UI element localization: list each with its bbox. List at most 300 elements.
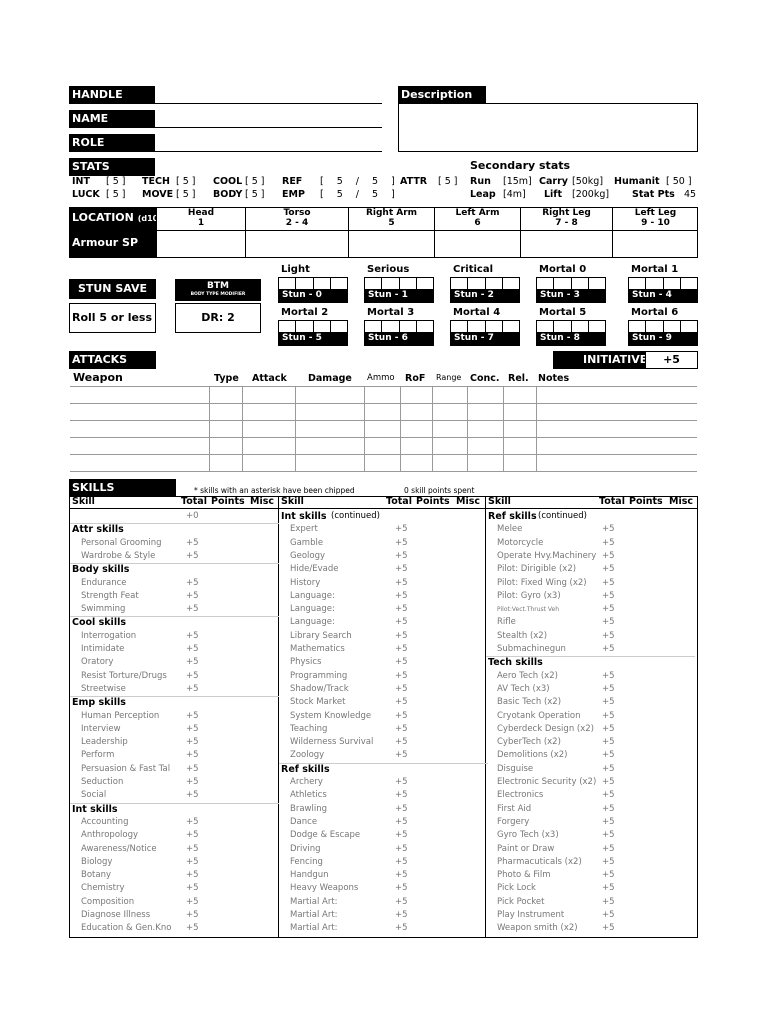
skill-row[interactable] (70, 656, 279, 669)
emp-label: EMP (282, 189, 305, 200)
skill-name: Stealth (x2) (497, 630, 548, 641)
skill-total: +5 (602, 777, 615, 787)
skill-row[interactable] (279, 803, 488, 816)
skills-col-skill: Skill (281, 496, 304, 507)
skill-total: +5 (395, 856, 408, 867)
skill-total: +5 (602, 763, 615, 774)
skill-total: +5 (186, 923, 199, 934)
wound-label-mortal-4: Mortal 4 (453, 307, 501, 318)
skill-total: +5 (395, 657, 408, 668)
skill-category-label: Cool skills (72, 617, 126, 629)
skill-row[interactable] (279, 869, 488, 882)
skill-name: Gyro Tech (x3) (497, 830, 559, 841)
stun-label: Stun - 3 (537, 289, 605, 302)
move-value[interactable]: [ 5 ] (176, 189, 196, 200)
location-right-arm-roll: 5 (388, 218, 395, 228)
skill-total: +5 (186, 657, 199, 668)
skill-name: Heavy Weapons (290, 883, 359, 894)
skill-row[interactable] (486, 630, 695, 643)
skill-row[interactable] (70, 683, 279, 696)
skill-row[interactable] (486, 710, 695, 723)
skill-name: Martial Art: (290, 923, 338, 934)
location-torso-roll: 2 - 4 (285, 218, 309, 228)
skill-row[interactable] (486, 590, 695, 603)
skill-row[interactable] (279, 523, 488, 536)
skill-row[interactable] (70, 909, 279, 922)
skill-row[interactable] (70, 710, 279, 723)
skill-row[interactable] (279, 683, 488, 696)
armour-sp-head[interactable] (157, 231, 244, 257)
skill-row[interactable] (70, 856, 279, 869)
skill-row[interactable] (279, 882, 488, 895)
skill-total: +5 (395, 604, 408, 615)
skill-name: Aero Tech (x2) (497, 670, 558, 681)
chipped-note: * skills with an asterisk have been chipped (194, 486, 355, 495)
wound-label-mortal-6: Mortal 6 (631, 307, 679, 318)
skill-row[interactable] (486, 856, 695, 869)
skill-section-divider (70, 696, 279, 697)
int-value[interactable]: [ 5 ] (106, 176, 126, 187)
armour-sp-left-leg[interactable] (613, 231, 697, 257)
skills-col-points: Points (629, 496, 663, 507)
skill-total: +5 (395, 790, 408, 801)
skill-row[interactable] (279, 616, 488, 629)
wound-track-mortal-1[interactable] (628, 277, 698, 303)
location-right-leg-name: Right Leg (542, 208, 591, 218)
skill-row[interactable] (486, 683, 695, 696)
skill-row[interactable] (70, 882, 279, 895)
skill-name: Basic Tech (x2) (497, 697, 562, 708)
skill-total: +5 (602, 524, 615, 535)
skill-name: Motorcycle (497, 537, 544, 548)
skill-total: +5 (602, 750, 615, 761)
skill-name: Chemistry (81, 883, 125, 894)
attacks-col-attack: Attack (252, 373, 287, 384)
skill-name: Diagnose Illness (81, 910, 151, 920)
skill-name: Strength Feat (81, 590, 139, 601)
skill-total: +5 (602, 710, 615, 721)
stat-points-value: 45 (684, 189, 697, 200)
skill-row[interactable] (279, 776, 488, 789)
skill-row[interactable] (486, 803, 695, 816)
skill-row[interactable] (279, 856, 488, 869)
attacks-row-line (70, 420, 697, 421)
skill-row[interactable] (70, 829, 279, 842)
role-label: ROLE (69, 134, 155, 152)
armour-sp-torso[interactable] (246, 231, 347, 257)
skill-total: +5 (602, 564, 615, 575)
skill-row[interactable] (486, 723, 695, 736)
wound-track-mortal-5[interactable] (536, 320, 606, 346)
wound-label-critical: Critical (453, 264, 494, 275)
skill-row[interactable] (486, 696, 695, 709)
skill-row[interactable] (486, 563, 695, 576)
skill-total: +5 (602, 537, 615, 548)
skill-row[interactable] (279, 816, 488, 829)
skill-total: +5 (602, 604, 615, 615)
skill-total: +5 (186, 550, 199, 561)
skill-total: +5 (602, 790, 615, 801)
skill-category-int-skills (279, 510, 488, 523)
skill-category-continued: (continued) (331, 511, 380, 521)
skill-name: Demolitions (x2) (497, 750, 568, 761)
skill-name: Wilderness Survival (290, 737, 374, 748)
stun-label: Stun - 4 (629, 289, 697, 302)
armour-sp-right-leg[interactable] (521, 231, 611, 257)
skill-row[interactable] (279, 656, 488, 669)
wound-label-mortal-5: Mortal 5 (539, 307, 587, 318)
wound-track-mortal-6[interactable] (628, 320, 698, 346)
skill-name: Intimidate (81, 644, 125, 654)
skill-total: +5 (395, 683, 408, 694)
skill-name: Cyberdeck Design (x2) (497, 723, 594, 734)
skill-category-emp-skills (70, 696, 279, 709)
location-label: LOCATION (d10 (72, 211, 159, 224)
lift-value: [200kg] (572, 189, 610, 200)
skill-category-label: Int skills (281, 511, 327, 522)
skill-row[interactable] (70, 869, 279, 882)
skill-row[interactable] (486, 577, 695, 590)
skill-name: Paint or Draw (497, 843, 555, 854)
skill-name: Education & Gen.Kno (81, 923, 172, 934)
skill-row[interactable] (486, 869, 695, 882)
skill-row[interactable] (279, 922, 488, 935)
skill-name: Human Perception (81, 710, 160, 721)
stun-label: Stun - 9 (629, 332, 697, 345)
skills-col-skill: Skill (488, 496, 511, 507)
skill-row[interactable] (486, 736, 695, 749)
wound-track-mortal-2[interactable] (278, 320, 348, 346)
skill-row[interactable] (70, 843, 279, 856)
skill-row[interactable] (279, 537, 488, 550)
skill-name: First Aid (497, 803, 532, 814)
attacks-col-rof: RoF (405, 373, 426, 384)
skill-total: +5 (186, 537, 199, 548)
skill-row[interactable] (70, 723, 279, 736)
skill-total: +5 (602, 803, 615, 814)
skill-total: +5 (186, 763, 199, 774)
attacks-col-ammo: Ammo (367, 373, 395, 383)
skill-row[interactable] (70, 630, 279, 643)
wound-label-mortal-1: Mortal 1 (631, 264, 679, 275)
stun-label: Stun - 6 (365, 332, 433, 345)
skill-row[interactable] (486, 843, 695, 856)
skill-row[interactable] (486, 550, 695, 563)
humanity-value: [ 50 ] (666, 176, 692, 187)
skill-name: Accounting (81, 816, 129, 827)
wound-track-mortal-0[interactable] (536, 277, 606, 303)
skill-name: Pilot: Dirigible (x2) (497, 564, 577, 575)
skills-col-total: Total (181, 496, 207, 507)
role-field[interactable] (155, 151, 382, 152)
stun-label: Stun - 0 (279, 289, 347, 302)
skill-total: +5 (186, 723, 199, 734)
body-value[interactable]: [ 5 ] (245, 189, 265, 200)
attacks-col-conc: Conc. (470, 373, 500, 384)
skill-category-label: Ref skills (488, 511, 537, 522)
skill-total: +5 (395, 630, 408, 641)
skill-row[interactable] (279, 723, 488, 736)
skill-row[interactable] (279, 630, 488, 643)
skill-total: +5 (602, 843, 615, 854)
skill-row[interactable] (70, 816, 279, 829)
wound-track-mortal-3[interactable] (364, 320, 434, 346)
run-value: [15m] (503, 176, 532, 187)
armour-sp-left-arm[interactable] (435, 231, 519, 257)
skill-row[interactable] (486, 749, 695, 762)
skill-total: +5 (186, 883, 199, 894)
skill-total: +5 (602, 630, 615, 641)
wound-track-mortal-4[interactable] (450, 320, 520, 346)
wound-label-mortal-3: Mortal 3 (367, 307, 415, 318)
btm-title: BTM (207, 281, 229, 291)
attacks-col-notes: Notes (538, 373, 570, 384)
skill-row[interactable] (70, 590, 279, 603)
skill-row[interactable] (279, 643, 488, 656)
skill-total: +5 (186, 644, 199, 654)
skill-total: +5 (395, 590, 408, 601)
skill-row[interactable] (279, 603, 488, 616)
skill-name: Endurance (81, 577, 127, 588)
armour-sp-right-arm[interactable] (349, 231, 433, 257)
skill-total: +5 (602, 590, 615, 601)
stun-label: Stun - 2 (451, 289, 519, 302)
leap-value: [4m] (503, 189, 526, 200)
skill-category-attr-skills (70, 523, 279, 536)
skill-row[interactable] (70, 643, 279, 656)
skill-total: +5 (602, 923, 615, 934)
attacks-col-weapon: Weapon (73, 371, 123, 384)
skill-row[interactable] (70, 510, 279, 523)
skill-name: Seduction (81, 777, 124, 787)
skill-total: +5 (602, 683, 615, 694)
skill-name: Forgery (497, 816, 530, 827)
skill-name: Language: (290, 604, 335, 615)
cool-value[interactable]: [ 5 ] (245, 176, 265, 187)
skill-total: +5 (602, 577, 615, 588)
skill-row[interactable] (70, 749, 279, 762)
skills-column-1 (70, 510, 279, 951)
skill-total: +5 (395, 577, 408, 588)
skill-total: +5 (186, 590, 199, 601)
skill-total: +5 (186, 737, 199, 748)
skill-total: +5 (395, 617, 408, 628)
skill-total: +5 (395, 910, 408, 920)
skill-row[interactable] (279, 843, 488, 856)
skill-total: +5 (602, 617, 615, 628)
skill-name: Martial Art: (290, 910, 338, 920)
skill-total: +5 (395, 750, 408, 761)
skill-row[interactable] (486, 776, 695, 789)
skill-total: +5 (186, 816, 199, 827)
tech-value[interactable]: [ 5 ] (176, 176, 196, 187)
skill-name: Stock Market (290, 697, 346, 708)
skill-section-divider (70, 616, 279, 617)
skill-row[interactable] (486, 789, 695, 802)
skill-name: Pilot:Vect.Thrust Veh (497, 606, 560, 614)
skill-name: Persuasion & Fast Tal (81, 763, 171, 774)
wound-label-mortal-0: Mortal 0 (539, 264, 587, 275)
skill-name: Pharmacuticals (x2) (497, 856, 582, 867)
location-torso-name: Torso (283, 208, 311, 218)
skill-row[interactable] (70, 776, 279, 789)
skill-row[interactable] (279, 896, 488, 909)
skill-name: AV Tech (x3) (497, 683, 550, 694)
skill-row[interactable] (486, 537, 695, 550)
handle-label: HANDLE (69, 86, 155, 104)
location-left-leg-roll: 9 - 10 (641, 218, 670, 228)
attacks-col-damage: Damage (308, 373, 352, 384)
name-label: NAME (69, 110, 155, 128)
skill-row[interactable] (486, 896, 695, 909)
luck-value[interactable]: [ 5 ] (106, 189, 126, 200)
description-field[interactable] (398, 103, 698, 152)
skill-row[interactable] (486, 909, 695, 922)
skill-row[interactable] (70, 670, 279, 683)
skill-row[interactable] (70, 603, 279, 616)
skill-total: +5 (186, 750, 199, 761)
skill-total: +5 (186, 710, 199, 721)
skill-total: +5 (395, 883, 408, 894)
secondary-stats-title: Secondary stats (470, 159, 571, 172)
skill-row[interactable] (279, 749, 488, 762)
skill-row[interactable] (70, 537, 279, 550)
skill-row[interactable] (279, 829, 488, 842)
skill-name: Electronics (497, 790, 544, 801)
skill-row[interactable] (70, 550, 279, 563)
skill-name: Leadership (81, 737, 128, 748)
skill-name: Library Search (290, 630, 352, 641)
tech-label: TECH (142, 176, 170, 187)
body-label: BODY (213, 189, 243, 200)
skill-total: +5 (395, 697, 408, 708)
skill-total: +5 (186, 630, 199, 641)
skill-row[interactable] (279, 590, 488, 603)
skill-total: +5 (602, 870, 615, 881)
skill-total: +5 (186, 604, 199, 615)
skill-row[interactable] (70, 922, 279, 935)
skill-name: Fencing (290, 856, 323, 867)
skill-name: Social (81, 790, 107, 801)
skill-name: Wardrobe & Style (81, 550, 156, 561)
skill-category-body-skills (70, 563, 279, 576)
wound-track-serious[interactable] (364, 277, 434, 303)
wound-track-critical[interactable] (450, 277, 520, 303)
handle-field[interactable] (155, 103, 382, 104)
skill-name: Dodge & Escape (290, 830, 361, 841)
skills-col-misc: Misc (669, 496, 693, 507)
skills-column-2 (279, 510, 488, 951)
cool-label: COOL (213, 176, 243, 187)
ref-value[interactable]: [ 5 / 5 ] (320, 176, 395, 187)
skill-row[interactable] (486, 763, 695, 776)
skill-row[interactable] (279, 696, 488, 709)
name-field[interactable] (155, 127, 382, 128)
skill-name: Brawling (290, 803, 327, 814)
carry-value: [50kg] (572, 176, 604, 187)
skill-total: +5 (395, 870, 408, 881)
skill-row[interactable] (486, 603, 695, 616)
humanity-label: Humanit (614, 176, 660, 187)
skill-total: +5 (602, 723, 615, 734)
location-right-leg-roll: 7 - 8 (555, 218, 578, 228)
stun-save-value: Roll 5 or less (69, 303, 156, 333)
skills-col-points: Points (211, 496, 245, 507)
skill-row[interactable] (279, 789, 488, 802)
stat-points-label: Stat Pts (632, 189, 675, 200)
description-label: Description (398, 86, 486, 104)
skill-name: Cryotank Operation (497, 710, 581, 721)
skill-name: Photo & Film (497, 870, 551, 881)
skill-row[interactable] (279, 577, 488, 590)
skill-total: +5 (395, 723, 408, 734)
skill-row[interactable] (486, 643, 695, 656)
skills-col-misc: Misc (250, 496, 274, 507)
skill-row[interactable] (486, 816, 695, 829)
skill-total: +5 (395, 843, 408, 854)
skill-name: Swimming (81, 604, 126, 615)
skill-name: Zoology (290, 750, 325, 761)
skill-name: Rifle (497, 617, 516, 628)
skill-row[interactable] (279, 909, 488, 922)
skill-row[interactable] (279, 710, 488, 723)
skill-row[interactable] (70, 577, 279, 590)
skill-row[interactable] (70, 896, 279, 909)
skill-row[interactable] (279, 670, 488, 683)
skill-total: +5 (395, 537, 408, 548)
skill-points-spent: 0 skill points spent (404, 486, 475, 495)
skill-row[interactable] (279, 563, 488, 576)
skill-total: +5 (186, 843, 199, 854)
skill-total: +5 (602, 883, 615, 894)
skill-category-ref-skills (279, 763, 488, 776)
skill-name: Handgun (290, 870, 329, 881)
skill-name: Composition (81, 896, 135, 907)
initiative-value: +5 (645, 351, 698, 369)
skill-name: Pick Lock (497, 883, 536, 894)
skill-row[interactable] (486, 670, 695, 683)
skill-row[interactable] (70, 789, 279, 802)
skill-row[interactable] (70, 736, 279, 749)
skill-category-tech-skills (486, 656, 695, 669)
attacks-row-line (70, 403, 697, 404)
skill-name: Melee (497, 524, 523, 535)
skill-row[interactable] (279, 736, 488, 749)
skill-row[interactable] (486, 922, 695, 935)
wound-track-light[interactable] (278, 277, 348, 303)
skill-total: +5 (602, 670, 615, 681)
wound-label-light: Light (281, 264, 310, 275)
skill-category-int-skills (70, 803, 279, 816)
skill-total: +5 (602, 910, 615, 920)
attr-label: ATTR (400, 176, 428, 187)
attr-value[interactable]: [ 5 ] (438, 176, 458, 187)
skill-row[interactable] (486, 616, 695, 629)
skill-row[interactable] (486, 829, 695, 842)
stun-label: Stun - 8 (537, 332, 605, 345)
skill-row[interactable] (486, 523, 695, 536)
emp-value[interactable]: [ 5 / 5 ] (320, 189, 395, 200)
location-head-name: Head (187, 208, 215, 218)
skill-row[interactable] (70, 763, 279, 776)
skill-row[interactable] (279, 550, 488, 563)
skill-name: Language: (290, 590, 335, 601)
skill-name: Awareness/Notice (81, 843, 157, 854)
skill-section-divider (486, 656, 695, 657)
skill-section-divider (70, 563, 279, 564)
skill-row[interactable] (486, 882, 695, 895)
skill-total: +5 (602, 697, 615, 708)
